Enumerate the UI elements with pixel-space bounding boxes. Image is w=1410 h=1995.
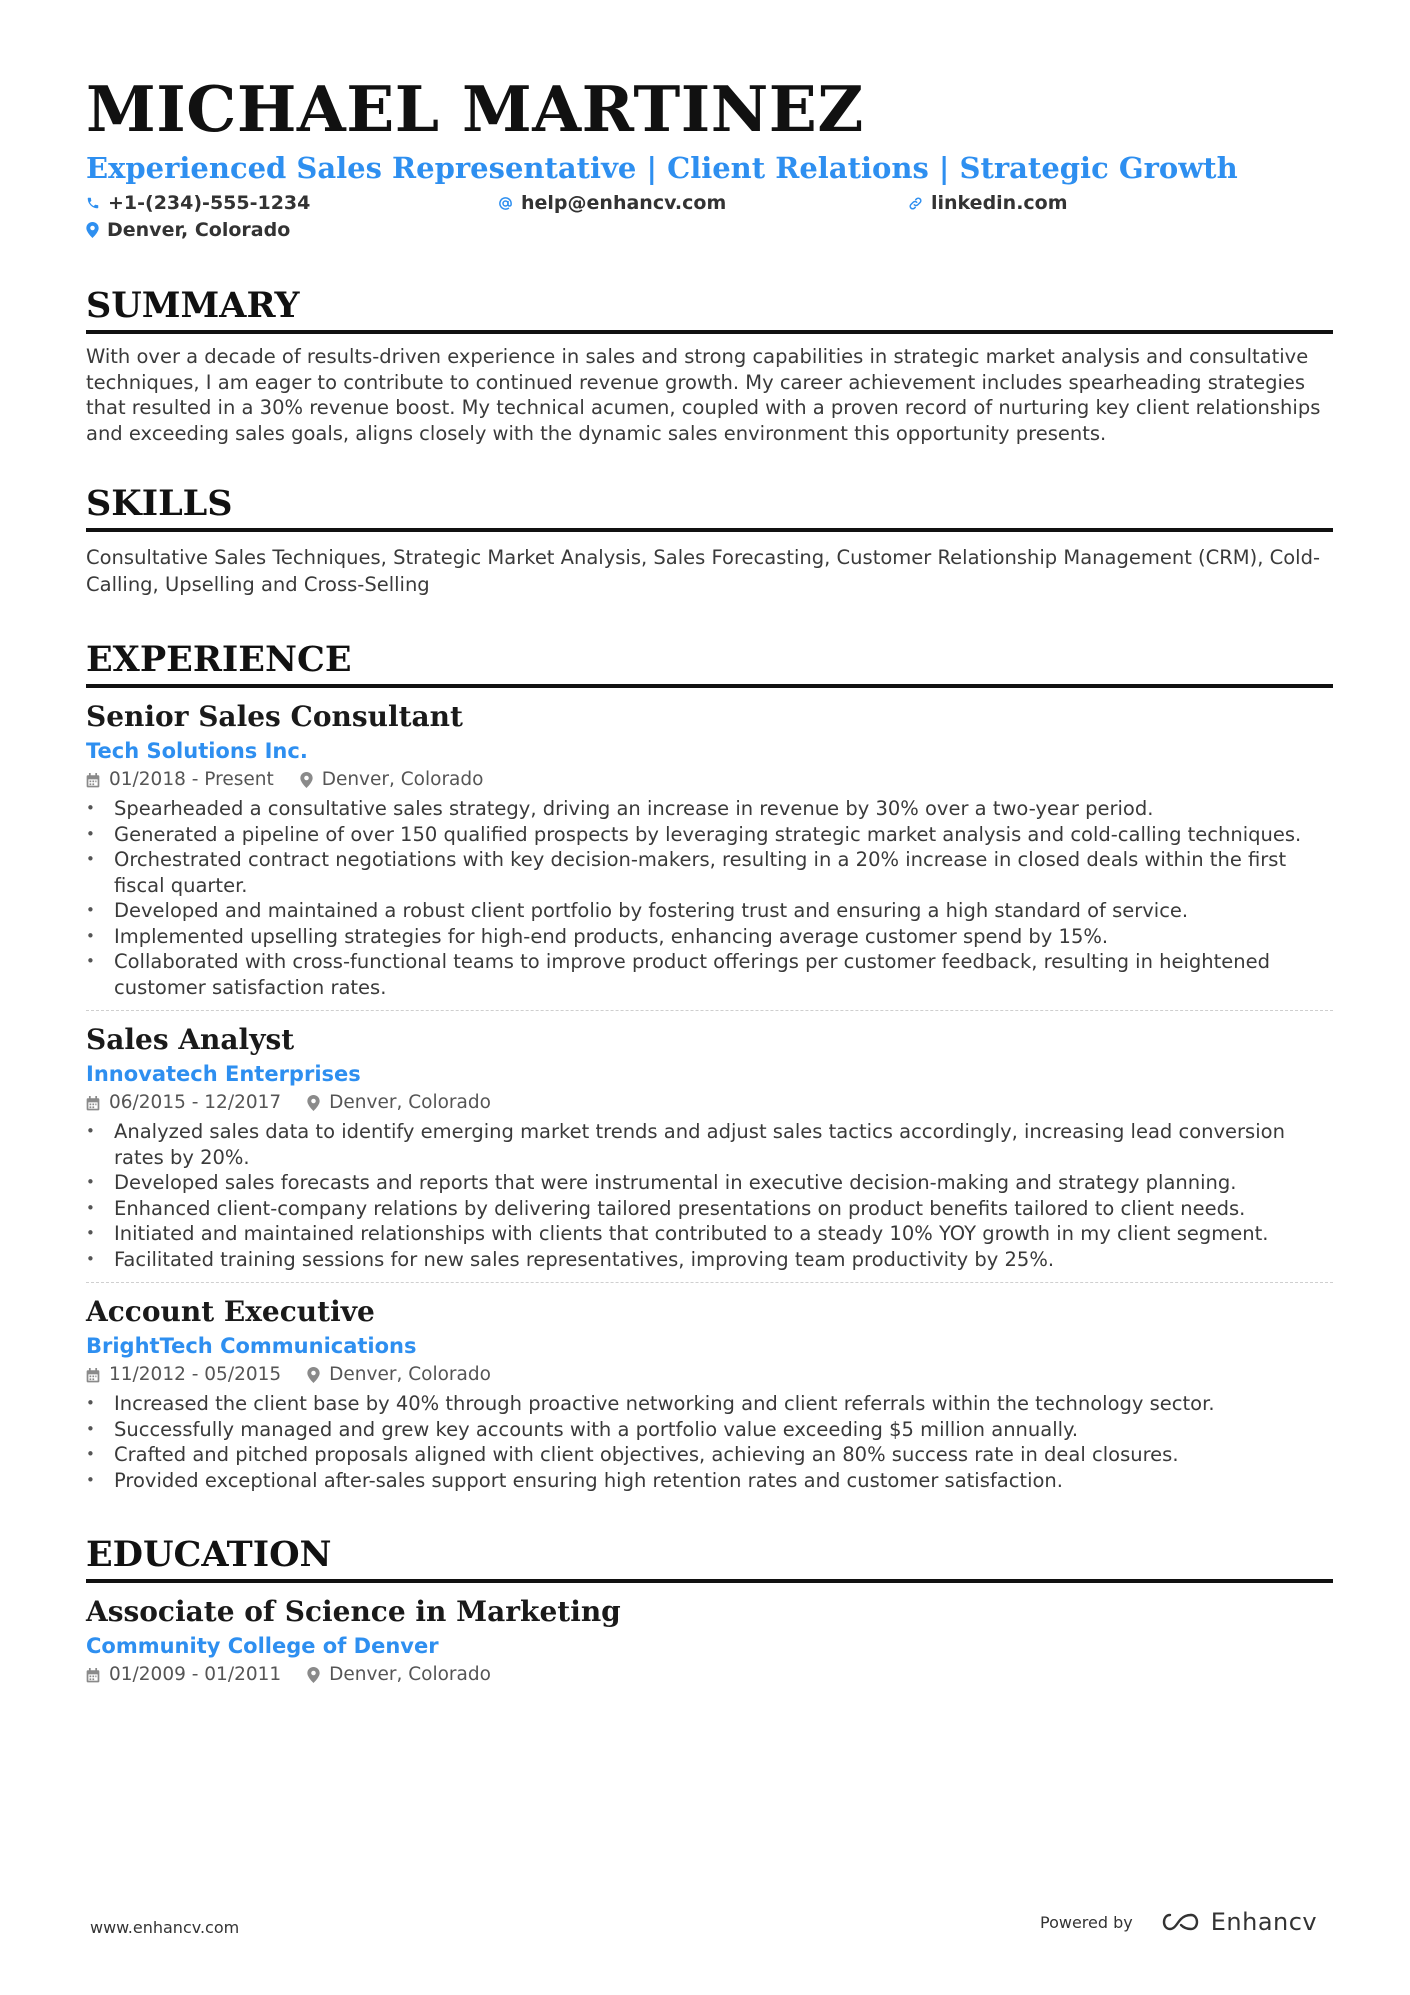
experience-entry [86,1010,1333,1272]
job-title: Account Executive [86,1295,375,1328]
education-title: EDUCATION [86,1533,1333,1583]
job-location [307,1089,491,1117]
job-bullet: • Collaborated with cross-functional teams to improve product offerings per customer feedback, resulting in heightened customer satisfaction rates. [86,949,1333,1000]
link-icon [908,196,923,211]
experience-title: EXPERIENCE [86,638,1333,688]
calendar-icon [86,1368,100,1383]
skills-section [86,482,1333,598]
job-location-text: Denver, Colorado [329,1092,491,1113]
footer-website[interactable]: www.enhancv.com [90,1918,240,1937]
job-location [300,766,484,794]
job-bullets [86,1119,1333,1272]
job-dates: 01/2018 - Present [109,769,274,790]
at-sign-icon [498,196,513,211]
skills-title: SKILLS [86,482,1333,532]
job-bullets [86,1391,1333,1493]
job-bullet: • Facilitated training sessions for new sales representatives, improving team productivity by 25%. [86,1247,1333,1273]
company-name: Tech Solutions Inc. [86,739,308,763]
job-bullet: • Successfully managed and grew key accounts with a portfolio value exceeding $5 million annually. [86,1417,1333,1443]
education-dates: 01/2009 - 01/2011 [109,1664,282,1685]
contact-linkedin[interactable] [908,190,1068,216]
job-bullet: • Developed and maintained a robust client portfolio by fostering trust and ensuring a high standard of service. [86,898,1333,924]
brand-name: Enhancv [1210,1908,1318,1936]
contact-email[interactable] [498,190,726,216]
experience-entry [86,688,1333,1000]
education-section [86,1533,1333,1689]
job-bullet: • Orchestrated contract negotiations with key decision-makers, resulting in a 20% increase in closed deals within the first fiscal quarter. [86,847,1333,898]
job-bullet: • Increased the client base by 40% through proactive networking and client referrals within the technology sector. [86,1391,1333,1417]
school-name: Community College of Denver [86,1634,439,1658]
company-name: BrightTech Communications [86,1334,417,1358]
calendar-icon [86,1096,100,1111]
enhancv-logo-icon [1159,1911,1203,1933]
job-bullet: • Developed sales forecasts and reports that were instrumental in executive decision-making and strategy planning. [86,1170,1333,1196]
job-title: Sales Analyst [86,1023,295,1056]
summary-text: With over a decade of results-driven experience in sales and strong capabilities in strategic market analysis and consultative techniques, I am eager to contribute to continued revenue growth. My career achievement includes spearheading strategies that resulted in a 30% revenue boost. My technical acumen, coupled with a proven record of nurturing key client relationships and exceeding sales goals, aligns closely with the dynamic sales environment this opportunity presents. [86,345,1321,445]
powered-by-label: Powered by [1040,1912,1133,1932]
job-meta [86,766,1333,794]
linkedin-text: linkedin.com [931,192,1068,214]
job-bullet: • Crafted and pitched proposals aligned with client objectives, achieving an 80% success rate in deal closures. [86,1442,1333,1468]
contact-location [86,217,290,243]
map-pin-icon [307,1095,320,1111]
job-bullet: • Enhanced client-company relations by delivering tailored presentations on product benefits tailored to client needs. [86,1196,1333,1222]
job-dates: 06/2015 - 12/2017 [109,1092,282,1113]
education-location-text: Denver, Colorado [329,1664,491,1685]
job-bullet: • Provided exceptional after-sales support ensuring high retention rates and customer satisfaction. [86,1468,1333,1494]
degree-title: Associate of Science in Marketing [86,1595,621,1628]
job-meta [86,1089,1333,1117]
job-location-text: Denver, Colorado [329,1364,491,1385]
summary-title: SUMMARY [86,284,1333,334]
experience-entry [86,1282,1333,1493]
resume-page [86,70,1333,1689]
summary-section [86,284,1333,446]
education-entry [86,1583,1333,1689]
job-bullet: • Analyzed sales data to identify emerging market trends and adjust sales tactics accordingly, increasing lead conversion rates by 20%. [86,1119,1333,1170]
education-meta [86,1661,1333,1689]
map-pin-icon [300,772,313,788]
job-bullet: • Initiated and maintained relationships with clients that contributed to a steady 10% YOY growth in my client segment. [86,1221,1333,1247]
job-title: Senior Sales Consultant [86,700,463,733]
job-dates: 11/2012 - 05/2015 [109,1364,282,1385]
candidate-name: MICHAEL MARTINEZ [86,72,864,146]
job-bullet: • Generated a pipeline of over 150 qualified prospects by leveraging strategic market analysis and cold-calling techniques. [86,822,1333,848]
job-location-text: Denver, Colorado [321,769,484,790]
job-bullet: • Implemented upselling strategies for high-end products, enhancing average customer spend by 15%. [86,924,1333,950]
enhancv-brand[interactable] [1159,1908,1317,1936]
contact-info [86,190,1333,248]
phone-icon [86,196,100,210]
job-bullets [86,796,1333,1000]
job-location [307,1361,491,1389]
skills-text: Consultative Sales Techniques, Strategic Market Analysis, Sales Forecasting, Customer Relationship Management (CRM), Cold-Calling, Upselling and Cross-Selling [86,546,1321,596]
map-pin-icon [86,222,99,238]
contact-phone[interactable] [86,190,310,216]
calendar-icon [86,1668,100,1683]
phone-text: +1-(234)-555-1234 [108,192,311,214]
footer-branding [1040,1908,1317,1936]
job-bullet: • Spearheaded a consultative sales strategy, driving an increase in revenue by 30% over a two-year period. [86,796,1333,822]
map-pin-icon [307,1667,320,1683]
job-meta [86,1361,1333,1389]
map-pin-icon [307,1367,320,1383]
candidate-headline: Experienced Sales Representative | Client Relations | Strategic Growth [86,151,1238,185]
location-text: Denver, Colorado [107,219,291,241]
email-text: help@enhancv.com [521,192,727,214]
calendar-icon [86,773,100,788]
education-location [307,1661,491,1689]
company-name: Innovatech Enterprises [86,1062,361,1086]
experience-section [86,638,1333,1493]
